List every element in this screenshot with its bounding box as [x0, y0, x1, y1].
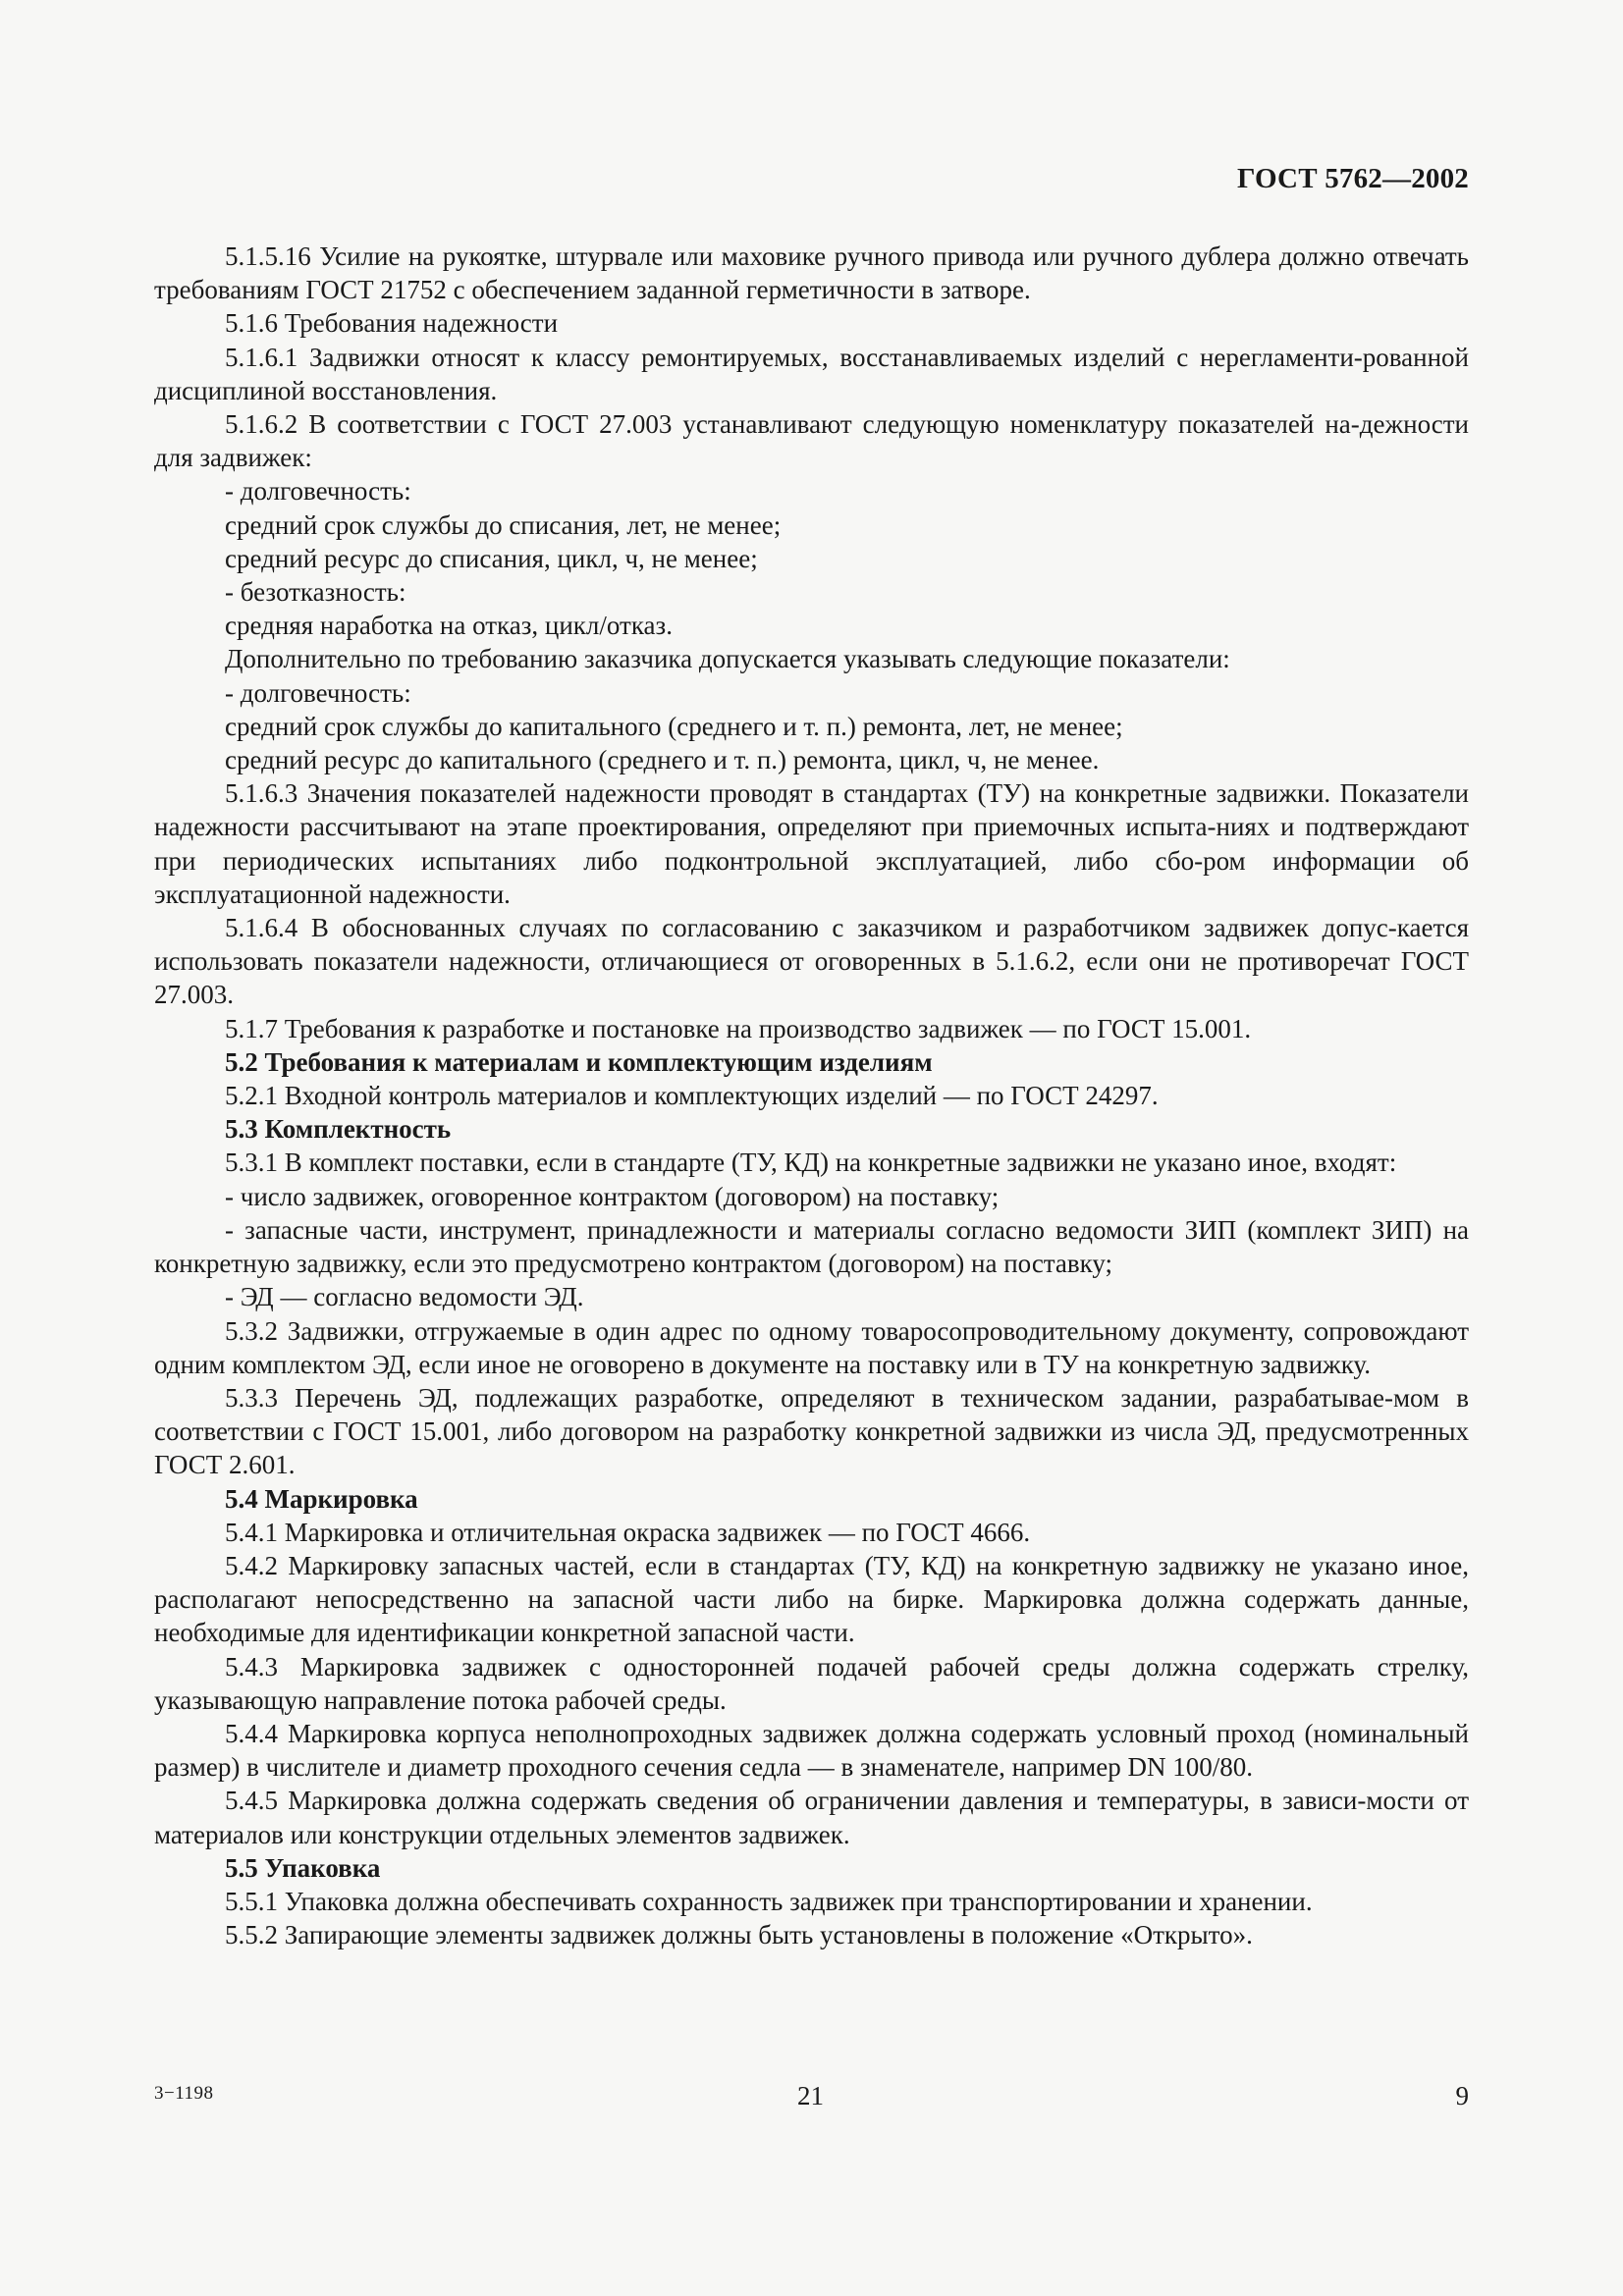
paragraph: 5.1.5.16 Усилие на рукоятке, штурвале или маховике ручного привода или ручного дублера должно отвечать требованиям ГОСТ 21752 с обеспечением заданной герметичности в затворе.: [154, 241, 1469, 305]
paragraph: 5.5.2 Запирающие элементы задвижек должны быть установлены в положение «Открыто».: [225, 1920, 1253, 1950]
paragraph: Дополнительно по требованию заказчика допускается указывать следующие показатели:: [225, 644, 1230, 674]
list-item: средний срок службы до списания, лет, не менее;: [225, 509, 782, 540]
list-item: - запасные части, инструмент, принадлежности и материалы согласно ведомости ЗИП (комплект ЗИП) на конкретную задвижку, если это предусмотрено контрактом (договором) на поставку;: [154, 1214, 1469, 1279]
paragraph: 5.3.1 В комплект поставки, если в стандарте (ТУ, КД) на конкретные задвижки не указано иное, входят:: [225, 1148, 1397, 1178]
paragraph: 5.3.3 Перечень ЭД, подлежащих разработке, определяют в техническом задании, разрабатывае-мом в соответствии с ГОСТ 15.001, либо договором на разработку конкретной задвижки из числа ЭД, предусмотренных ГОСТ 2.601.: [154, 1382, 1469, 1480]
paragraph: 5.2.1 Входной контроль материалов и комплектующих изделий — по ГОСТ 24297.: [225, 1081, 1159, 1111]
paragraph: 5.4.2 Маркировку запасных частей, если в стандартах (ТУ, КД) на конкретную задвижку не указано иное, располагают непосредственно на запасной части либо на бирке. Маркировка должна содержать данные, необходимые для идентификации конкретной запасной части.: [154, 1550, 1469, 1648]
paragraph: 5.4.4 Маркировка корпуса неполнопроходных задвижек должна содержать условный проход (номинальный размер) в числителе и диаметр проходного сечения седла — в знаменателе, например DN 100/80.: [154, 1718, 1469, 1783]
page-number: 9: [1455, 2081, 1469, 2110]
paragraph: 5.1.7 Требования к разработке и постановке на производство задвижек — по ГОСТ 15.001.: [225, 1013, 1252, 1043]
list-item: средний ресурс до списания, цикл, ч, не менее;: [225, 543, 758, 573]
list-item: - безотказность:: [225, 577, 406, 608]
paragraph: 5.1.6.2 В соответствии с ГОСТ 27.003 устанавливают следующую номенклатуру показателей на-дежности для задвижек:: [154, 409, 1469, 473]
paragraph: 5.1.6.4 В обоснованных случаях по согласованию с заказчиком и разработчиком задвижек допус-кается использовать показатели надежности, отличающиеся от оговоренных в 5.1.6.2, если они не противоречат ГОСТ 27.003.: [154, 913, 1469, 1010]
paragraph: 5.5.1 Упаковка должна обеспечивать сохранность задвижек при транспортировании и хранении.: [225, 1886, 1313, 1916]
list-item: средний срок службы до капитального (среднего и т. п.) ремонта, лет, не менее;: [225, 711, 1123, 741]
print-code: 3−1198: [154, 2083, 214, 2104]
paragraph: 5.4.3 Маркировка задвижек с односторонней подачей рабочей среды должна содержать стрелку, указывающую направление потока рабочей среды.: [154, 1651, 1469, 1715]
list-item: - долговечность:: [225, 476, 411, 507]
list-item: средняя наработка на отказ, цикл/отказ.: [225, 611, 673, 641]
paragraph: 5.4.5 Маркировка должна содержать сведения об ограничении давления и температуры, в зависи-мости от материалов или конструкции отдельных элементов задвижек.: [154, 1786, 1469, 1849]
list-item: - долговечность:: [225, 677, 411, 708]
list-item: средний ресурс до капитального (среднего и т. п.) ремонта, цикл, ч, не менее.: [225, 745, 1100, 775]
section-heading: 5.5 Упаковка: [225, 1852, 381, 1883]
document-body: [154, 240, 1469, 1951]
list-item: - число задвижек, оговоренное контрактом (договором) на поставку;: [225, 1181, 1000, 1211]
center-page-number: 21: [797, 2081, 824, 2110]
paragraph: 5.1.6.1 Задвижки относят к классу ремонтируемых, восстанавливаемых изделий с нерегламенти-рованной дисциплиной восстановления.: [154, 342, 1469, 405]
paragraph: 5.3.2 Задвижки, отгружаемые в один адрес по одному товаросопроводительному документу, сопровождают одним комплектом ЭД, если иное не оговорено в документе на поставку или в ТУ на конкретную задвижку.: [154, 1315, 1469, 1379]
paragraph: 5.4.1 Маркировка и отличительная окраска задвижек — по ГОСТ 4666.: [225, 1517, 1031, 1547]
paragraph: 5.1.6.3 Значения показателей надежности проводят в стандартах (ТУ) на конкретные задвижки. Показатели надежности рассчитывают на этапе проектирования, определяют при приемочных испыта-ниях и подтверждают при периодических испытаниях либо подконтрольной эксплуатацией, либо сбо-ром информации об эксплуатационной надежности.: [154, 778, 1469, 909]
list-item: - ЭД — согласно ведомости ЭД.: [225, 1282, 584, 1312]
section-heading: 5.3 Комплектность: [225, 1114, 452, 1145]
section-heading: 5.2 Требования к материалам и комплектующим изделиям: [225, 1046, 933, 1077]
section-heading: 5.4 Маркировка: [225, 1483, 418, 1514]
document-header: ГОСТ 5762—2002: [1237, 163, 1469, 194]
paragraph: 5.1.6 Требования надежности: [225, 308, 559, 339]
